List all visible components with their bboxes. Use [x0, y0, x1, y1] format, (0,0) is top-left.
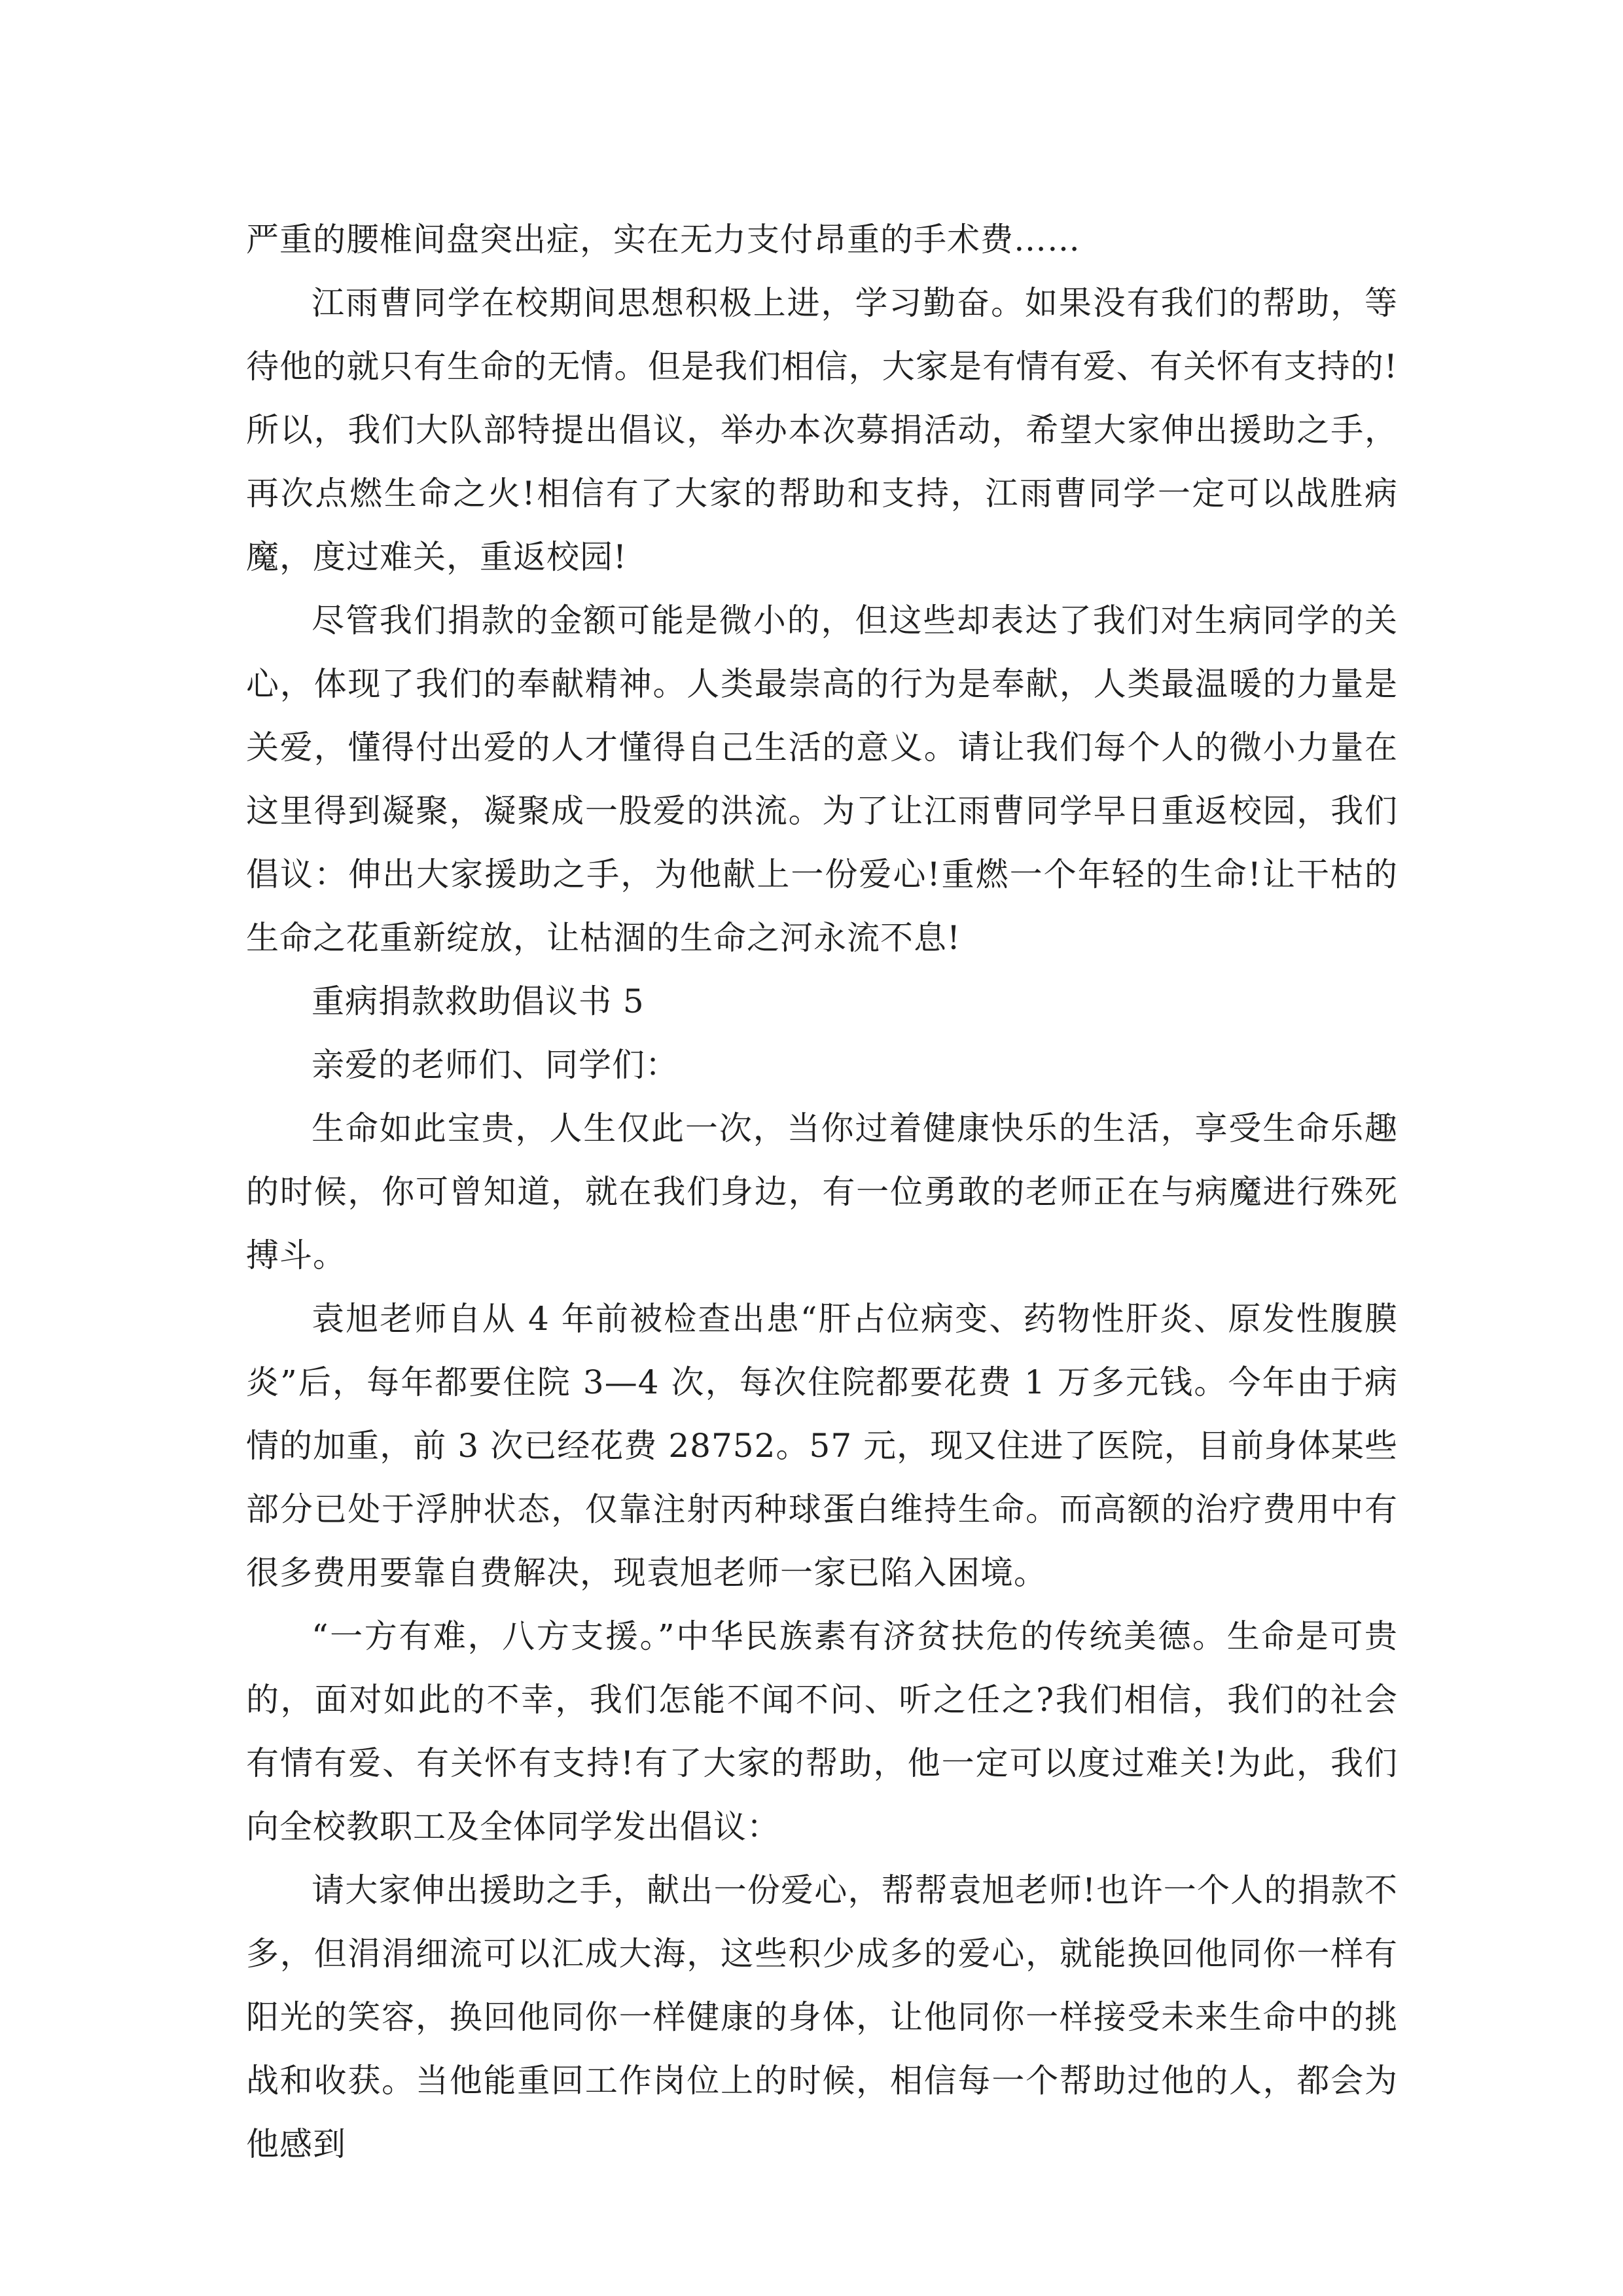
paragraph-life-precious: 生命如此宝贵，人生仅此一次，当你过着健康快乐的生活，享受生命乐趣的时候，你可曾知道，就在我们身边，有一位勇敢的老师正在与病魔进行殊死搏斗。: [246, 1109, 1398, 1274]
paragraph-student-background: 江雨曹同学在校期间思想积极上进，学习勤奋。如果没有我们的帮助，等待他的就只有生命的无情。但是我们相信，大家是有情有爱、有关怀有支持的!所以，我们大队部特提出倡议，举办本次募捐活动，希望大家伸出援助之手，再次点燃生命之火!相信有了大家的帮助和支持，江雨曹同学一定可以战胜病魔，度过难关，重返校园!: [246, 284, 1398, 576]
document-body: [246, 208, 1398, 2176]
paragraph-virtue-appeal: “一方有难，八方支援。”中华民族素有济贫扶危的传统美德。生命是可贵的，面对如此的不幸，我们怎能不闻不问、听之任之?我们相信，我们的社会有情有爱、有关怀有支持!有了大家的帮助，他一定可以度过难关!为此，我们向全校教职工及全体同学发出倡议：: [246, 1617, 1398, 1846]
paragraph-continuation: 严重的腰椎间盘突出症，实在无力支付昂重的手术费……: [246, 221, 1080, 259]
salutation: 亲爱的老师们、同学们：: [312, 1046, 679, 1084]
paragraph-final-appeal: 请大家伸出援助之手，献出一份爱心，帮帮袁旭老师!也许一个人的捐款不多，但涓涓细流可以汇成大海，这些积少成多的爱心，就能换回他同你一样有阳光的笑容，换回他同你一样健康的身体，让他同你一样接受未来生命中的挑战和收获。当他能重回工作岗位上的时候，相信每一个帮助过他的人，都会为他感到: [246, 1871, 1398, 2163]
paragraph-teacher-illness: 袁旭老师自从 4 年前被检查出患“肝占位病变、药物性肝炎、原发性腹膜炎”后，每年都要住院 3—4 次，每次住院都要花费 1 万多元钱。今年由于病情的加重，前 3 次已经花费 28752。57 元，现又住进了医院，目前身体某些部分已处于浮肿状态，仅靠注射丙种球蛋白维持生命。而高额的治疗费用中有很多费用要靠自费解决，现袁旭老师一家已陷入困境。: [246, 1300, 1398, 1592]
paragraph-donation-appeal: 尽管我们捐款的金额可能是微小的，但这些却表达了我们对生病同学的关心，体现了我们的奉献精神。人类最崇高的行为是奉献，人类最温暖的力量是关爱，懂得付出爱的人才懂得自己生活的意义。请让我们每个人的微小力量在这里得到凝聚，凝聚成一股爱的洪流。为了让江雨曹同学早日重返校园，我们倡议：伸出大家援助之手，为他献上一份爱心!重燃一个年轻的生命!让干枯的生命之花重新绽放，让枯涸的生命之河永流不息!: [246, 601, 1398, 957]
section-title: 重病捐款救助倡议书 5: [312, 982, 645, 1020]
